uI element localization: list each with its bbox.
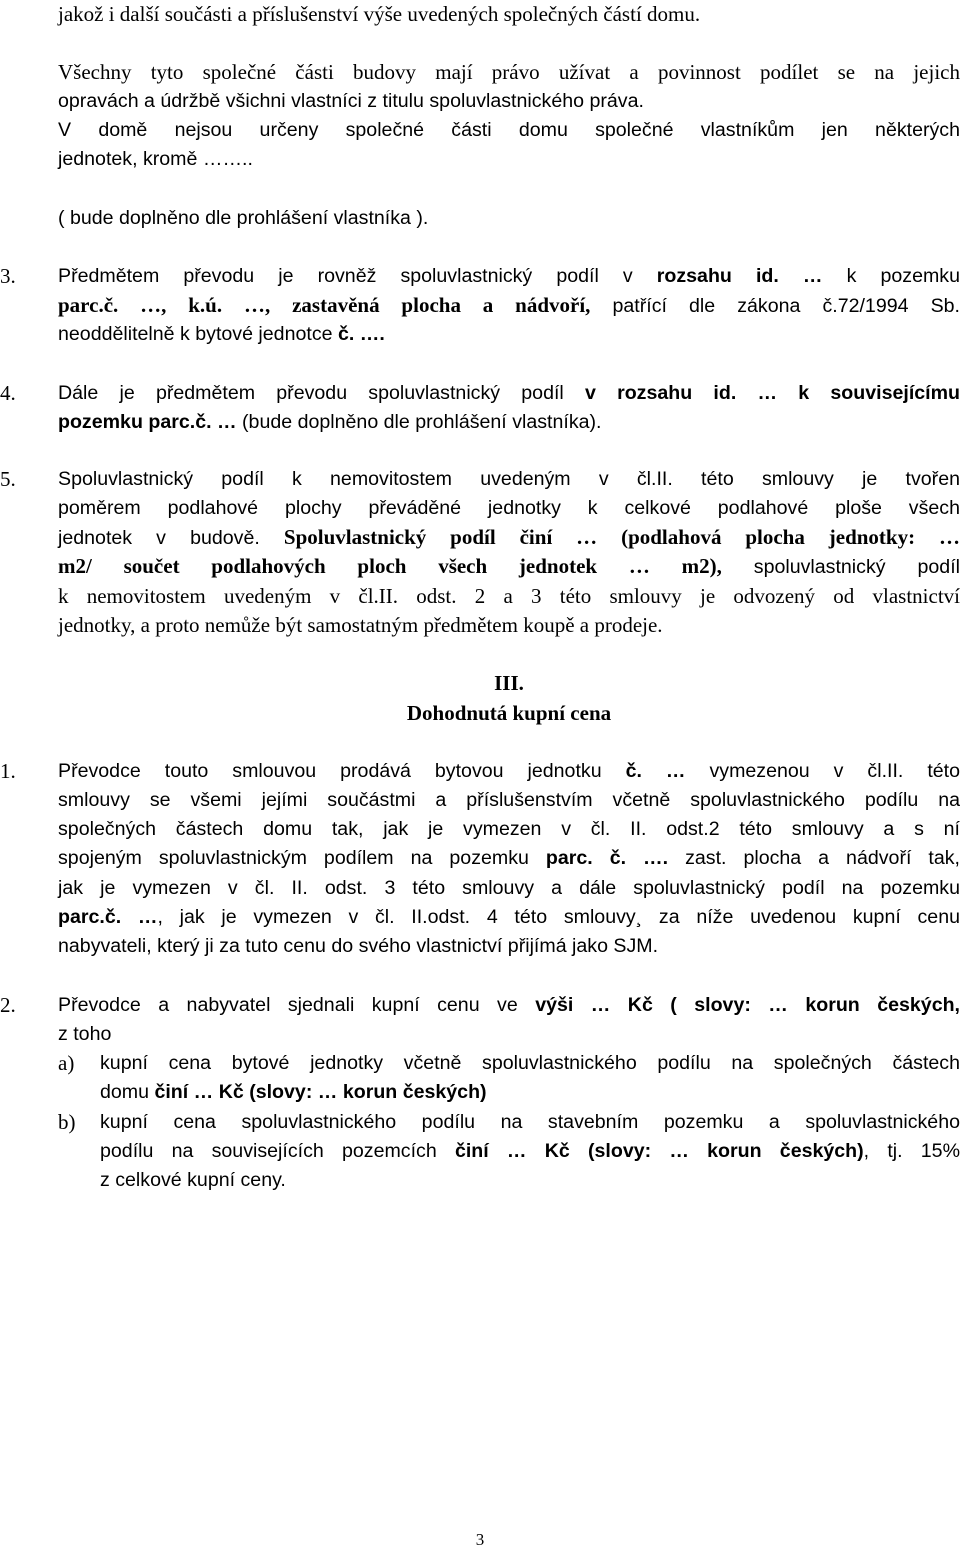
item4-line: pozemku parc.č. … (bude doplněno dle prohlášení vlastníka). <box>58 411 602 433</box>
subitem-label: a) <box>58 1051 75 1075</box>
p1-line: jak je vymezen v čl. II. odst. 3 této smlouvy a dále spoluvlastnický podíl na pozemku <box>58 877 960 899</box>
item4-line: Dále je předmětem převodu spoluvlastnický podíl v rozsahu id. … k souvisejícímu <box>58 382 960 404</box>
p1-line: Převodce touto smlouvou prodává bytovou jednotku č. … vymezenou v čl.II. této <box>58 760 960 782</box>
intro-line: jakož i další součásti a příslušenství výše uvedených společných částí domu. <box>58 2 701 26</box>
page-number: 3 <box>475 1530 485 1549</box>
item5-line: m2/ součet podlahových ploch všech jednotek … m2), spoluvlastnický podíl <box>58 554 960 578</box>
section-title: Dohodnutá kupní cena <box>406 701 612 725</box>
intro-paragraph-line: V domě nejsou určeny společné části domu společné vlastníkům jen některých <box>58 119 960 141</box>
subitem-b-line: z celkové kupní ceny. <box>100 1169 286 1191</box>
p1-line: spojeným spoluvlastnickým podílem na pozemku parc. č. …. zast. plocha a nádvoří tak, <box>58 847 960 869</box>
intro-note: ( bude doplněno dle prohlášení vlastníka ). <box>58 207 429 229</box>
item5-line: jednotek v budově. Spoluvlastnický podíl činí … (podlahová plocha jednotky: … <box>58 525 960 549</box>
p2-line: z toho <box>58 1023 112 1045</box>
item-number: 5. <box>0 467 16 491</box>
item-number: 1. <box>0 759 16 783</box>
subitem-b-line: podílu na souvisejících pozemcích činí … Kč (slovy: … korun českých), tj. 15% <box>100 1140 960 1162</box>
intro-paragraph-line: opravách a údržbě všichni vlastníci z titulu spoluvlastnického práva. <box>58 90 644 112</box>
item3-line: neoddělitelně k bytové jednotce č. …. <box>58 323 385 345</box>
item3-line: Předmětem převodu je rovněž spoluvlastnický podíl v rozsahu id. … k pozemku <box>58 265 960 287</box>
item5-line: Spoluvlastnický podíl k nemovitostem uvedeným v čl.II. této smlouvy je tvořen <box>58 468 960 490</box>
item5-line: poměrem podlahové plochy převáděné jednotky k celkové podlahové ploše všech <box>58 497 960 519</box>
item5-line: k nemovitostem uvedeným v čl.II. odst. 2 a 3 této smlouvy je odvozený od vlastnictví <box>58 584 960 608</box>
p1-line: parc.č. …, jak je vymezen v čl. II.odst. 4 této smlouvy¸ za níže uvedenou kupní cenu <box>58 906 960 928</box>
subitem-a-line: domu činí … Kč (slovy: … korun českých) <box>100 1081 487 1103</box>
item3-line: parc.č. …, k.ú. …, zastavěná plocha a nádvoří, patřící dle zákona č.72/1994 Sb. <box>58 293 960 317</box>
p2-line: Převodce a nabyvatel sjednali kupní cenu ve výši … Kč ( slovy: … korun českých, <box>58 994 960 1016</box>
intro-paragraph-line: Všechny tyto společné části budovy mají právo užívat a povinnost podílet se na jejich <box>58 60 960 84</box>
item5-line: jednotky, a proto nemůže být samostatným předmětem koupě a prodeje. <box>58 613 663 637</box>
item-number: 2. <box>0 993 16 1017</box>
subitem-b-line: kupní cena spoluvlastnického podílu na stavebním pozemku a spoluvlastnického <box>100 1111 960 1133</box>
intro-paragraph-line: jednotek, kromě …….. <box>58 148 253 170</box>
p1-line: nabyvateli, který ji za tuto cenu do svého vlastnictví přijímá jako SJM. <box>58 935 659 957</box>
p1-line: společných částech domu tak, jak je vymezen v čl. II. odst.2 této smlouvy a s ní <box>58 818 960 840</box>
p1-line: smlouvy se všemi jejími součástmi a příslušenstvím včetně spoluvlastnického podílu na <box>58 789 960 811</box>
item-number: 4. <box>0 381 16 405</box>
section-numeral: III. <box>494 671 524 695</box>
item-number: 3. <box>0 264 16 288</box>
subitem-label: b) <box>58 1110 76 1134</box>
subitem-a-line: kupní cena bytové jednotky včetně spoluvlastnického podílu na společných částech <box>100 1052 960 1074</box>
